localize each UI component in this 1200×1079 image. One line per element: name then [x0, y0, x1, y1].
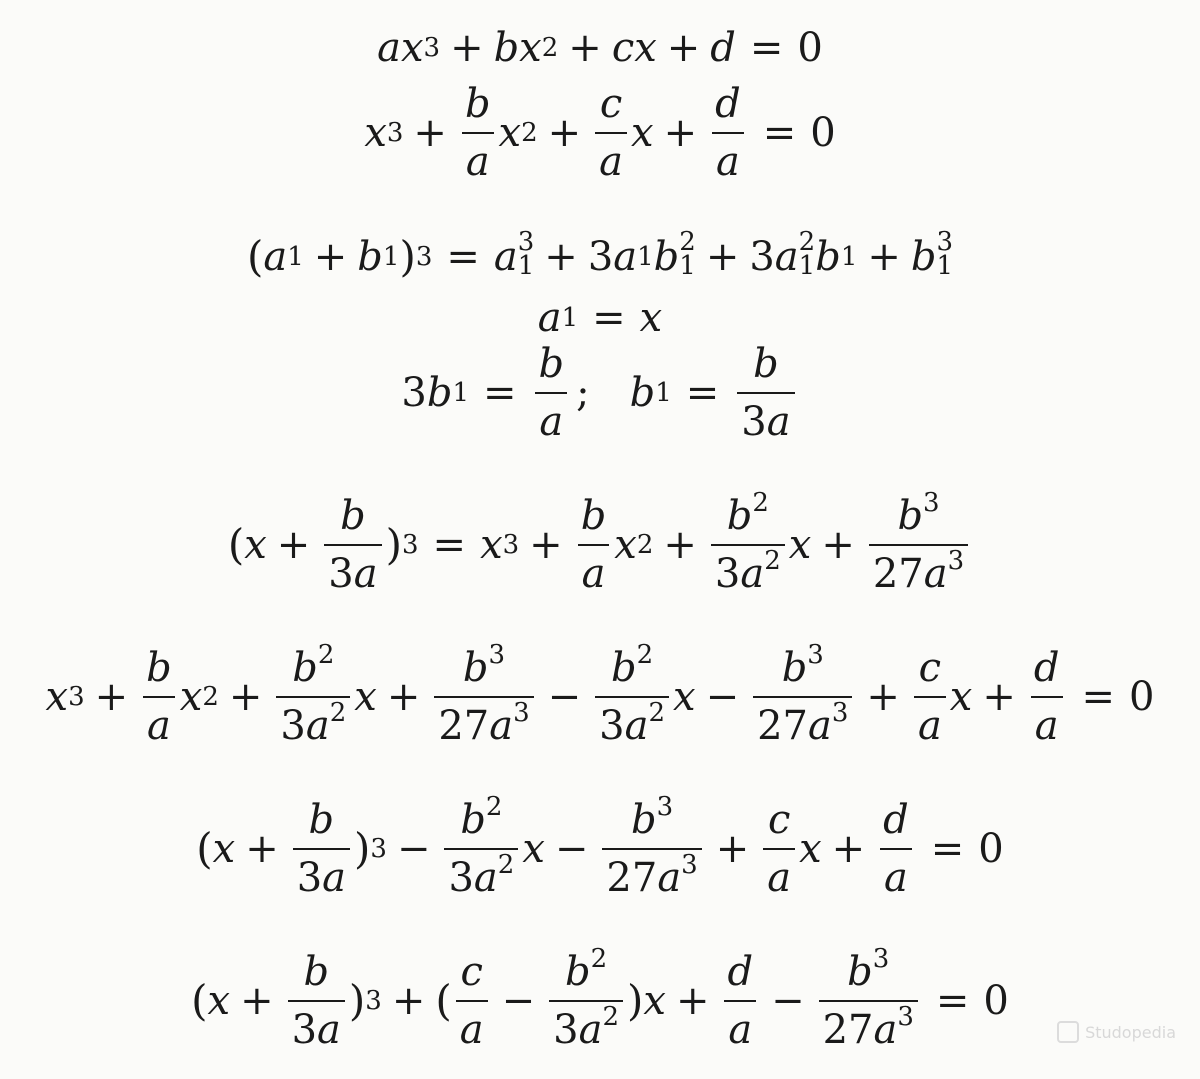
- equation-4: a 1 = x: [537, 295, 663, 341]
- watermark: [1057, 1021, 1176, 1043]
- equation-6: ( x + $\frac{b}{3a}$ ) 3 = x 3 + $\frac{b}{a}$ x 2 + $\frac{b^2}{3a^2}$ x + $\frac{b^3}{27a^3}$: [0, 496, 1200, 594]
- equation-5: 3 b 1 = $\frac{b}{a}$ ; b 1 = $\frac{b}{3a}$: [0, 344, 1200, 442]
- equation-9: ( x + $\frac{b}{3a}$ ) 3 + ( $\frac{c}{a}$ − $\frac{b^2}{3a^2}$ ) x + $\frac{d}{a}$ − $\frac{b^3}{27a^3}$ = 0: [191, 944, 1009, 1053]
- equation-1: ax 3 + bx 2 + cx + d = 0: [377, 25, 823, 71]
- equation-8: ( x + $\frac{b}{3a}$ ) 3 − $\frac{b^2}{3a^2}$ x − $\frac{b^3}{27a^3}$ + $\frac{c}{a}$ x + $\frac{d}{a}$ = 0: [196, 792, 1004, 901]
- equation-7: x 3 + $\frac{b}{a}$ x 2 + $\frac{b^2}{3a^2}$ x + $\frac{b^3}{27a^3}$ − $\frac{b^2}{3a^2}$ x − $\frac{b^3}{27a^3}$ + $\frac{c}{a}$ x + $\frac{d}{a}$ = 0: [45, 640, 1155, 749]
- studopedia-logo-icon: [1057, 1021, 1079, 1043]
- watermark-text: Studopedia: [1085, 1022, 1176, 1042]
- equation-2: x 3 + $\frac{b}{a}$ x 2 + $\frac{c}{a}$ x + $\frac{d}{a}$ = 0: [364, 81, 836, 185]
- equation-3: ( a 1 + b 1 ) 3 = a 3 1 + 3 a 1 b 2 1 + 3 a 2 1 b 1 + b 3 1: [246, 227, 954, 281]
